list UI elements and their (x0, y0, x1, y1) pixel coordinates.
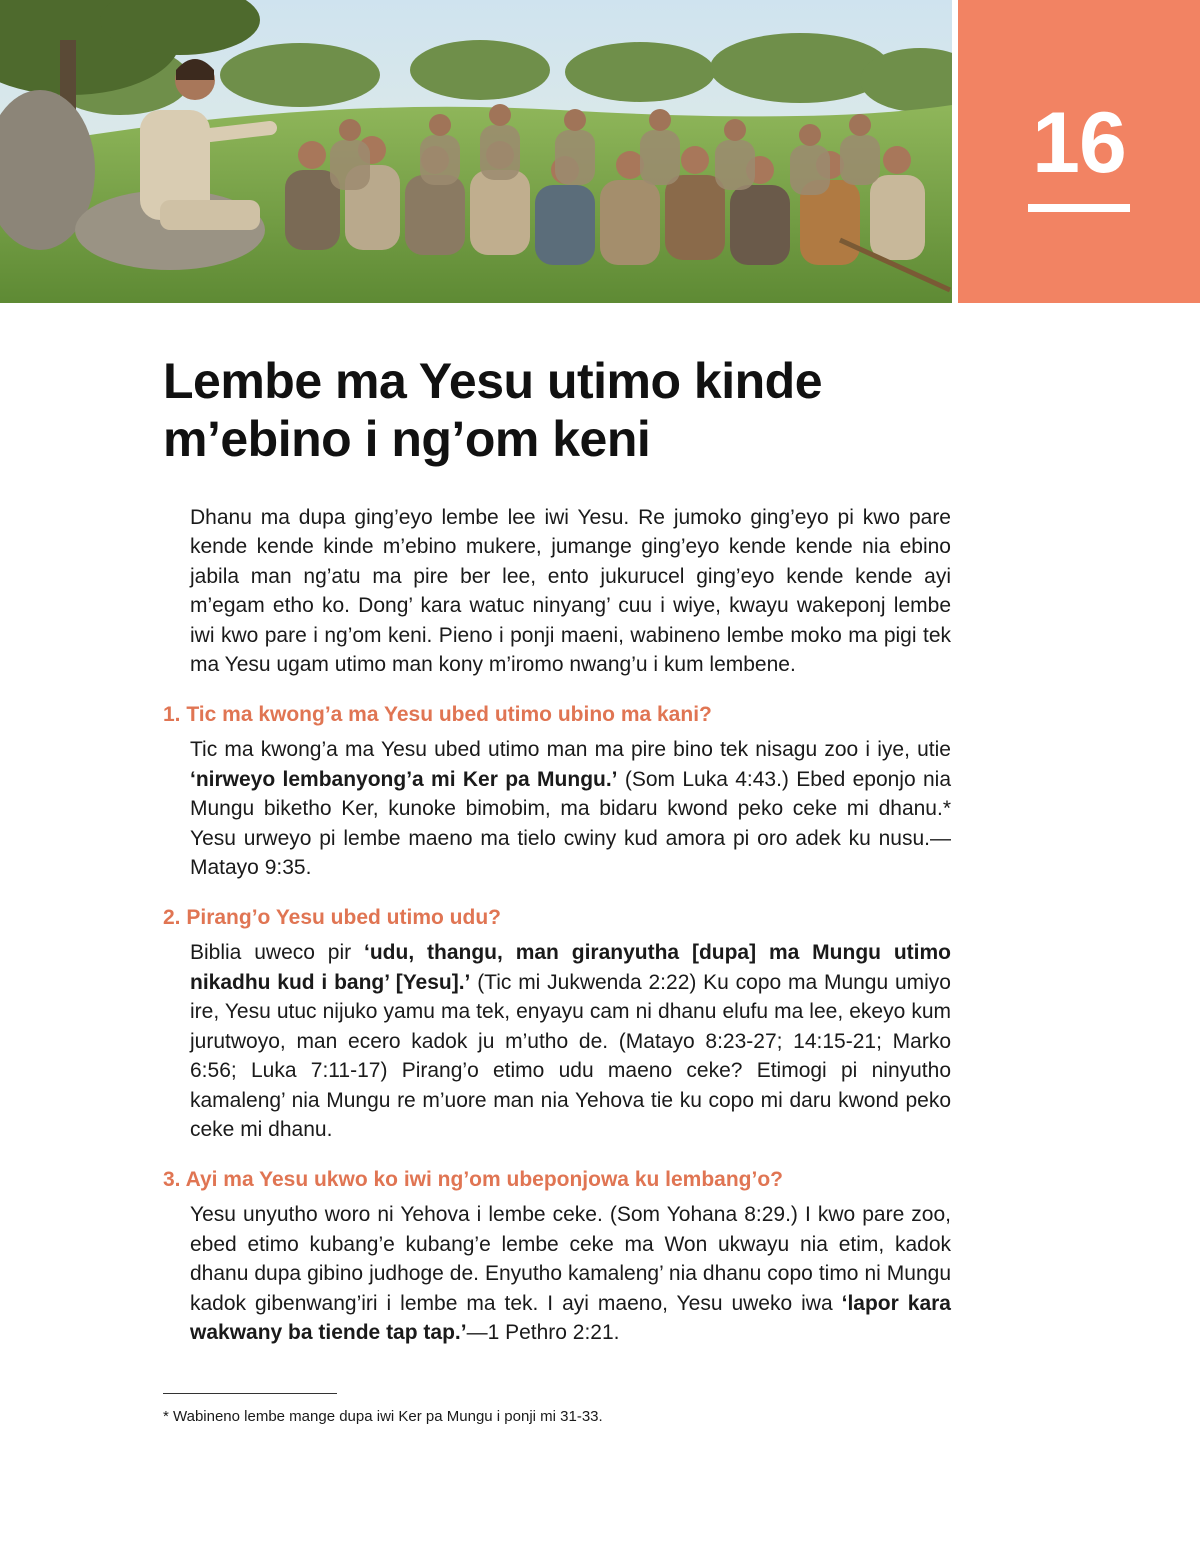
question-section-1 (163, 701, 951, 882)
footnote: * Wabineno lembe mange dupa iwi Ker pa Mungu i ponji mi 31-33. (163, 1408, 603, 1425)
lesson-number-underline (1028, 204, 1130, 212)
answer-paragraph: Tic ma kwong’a ma Yesu ubed utimo man ma pire bino tek nisagu zoo i iye, utie ‘nirweyo lembanyong’a mi Ker pa Mungu.’ (Som Luka 4:43.) Ebed eponjo nia Mungu biketho Ker, kunoke bimobim, ma bidaru kwond peko ceke mi dhanu.* Yesu urweyo pi lembe maeno ma tielo cwiny kud amora pi oro adek ku nusu.—Matayo 9:35. (190, 738, 952, 880)
footnote-divider (163, 1393, 337, 1394)
question-heading: 1. Tic ma kwong’a ma Yesu ubed utimo ubino ma kani? (163, 703, 712, 727)
lesson-number: 16 (1032, 95, 1126, 191)
question-section-2 (163, 904, 951, 1144)
answer-paragraph: Biblia uweco pir ‘udu, thangu, man giranyutha [dupa] ma Mungu utimo nikadhu kud i bang’ [Yesu].’ (Tic mi Jukwenda 2:22) Ku copo ma Mungu umiyo ire, Yesu utuc nijuko yamu ma tek, enyayu cam ni dhanu elufu ma lee, ekeyo kum jurutwoyo, man ecero kadok ju m’utho de. (Matayo 8:23-27; 14:15-21; Marko 6:56; Luka 7:11-17) Pirang’o etimo udu maeno ceke? Etimogi pi ninyutho kamaleng’ nia Mungu re m’uore man nia Yehova tie ku copo mi daru kwond peko ceke mi dhanu. (190, 941, 952, 1141)
question-heading: 3. Ayi ma Yesu ukwo ko iwi ng’om ubeponjowa ku lembang’o? (163, 1168, 783, 1192)
header-photo (0, 0, 952, 303)
bold-quote: ‘udu, thangu, man giranyutha [dupa] ma Mungu utimo nikadhu kud i bang’ [Yesu].’ (190, 941, 952, 994)
question-section-3 (163, 1166, 951, 1347)
lesson-content (163, 503, 951, 1347)
question-heading: 2. Pirang’o Yesu ubed utimo udu? (163, 906, 501, 930)
intro-paragraph: Dhanu ma dupa ging’eyo lembe lee iwi Yesu. Re jumoko ging’eyo pi kwo pare kende kende kinde m’ebino mukere, jumange ging’eyo kende kende nia ebino jabila man ng’atu ma pire ber lee, ento jukurucel ging’eyo kende kende ayi m’egam etho ko. Dong’ kara watuc ninyang’ cuu i wiye, kwayu wakeponj lembe iwi kwo pare i ng’om keni. Pieno i ponji maeni, wabineno lembe moko ma pigi tek ma Yesu ugam utimo man kony m’iromo nwang’u i kum lembene. (190, 506, 951, 677)
answer-paragraph: Yesu unyutho woro ni Yehova i lembe ceke. (Som Yohana 8:29.) I kwo pare zoo, ebed etimo kubang’e kubang’e lembe ceke ma Won ukwayu nia etim, kadok dhanu dupa gibino judhoge de. Enyutho kamaleng’ nia dhanu copo timo ni Mungu kadok gibenwang’iri i lembe ma tek. I ayi maeno, Yesu uweko iwa ‘lapor kara wakwany ba tiende tap tap.’—1 Pethro 2:21. (190, 1203, 951, 1344)
bold-quote: ‘lapor kara wakwany ba tiende tap tap.’ (190, 1291, 951, 1344)
bold-quote: ‘nirweyo lembanyong’a mi Ker pa Mungu.’ (190, 767, 618, 791)
lesson-number-box (958, 0, 1200, 303)
page-title: Lembe ma Yesu utimo kinde m’ebino i ng’om keni (163, 353, 823, 467)
